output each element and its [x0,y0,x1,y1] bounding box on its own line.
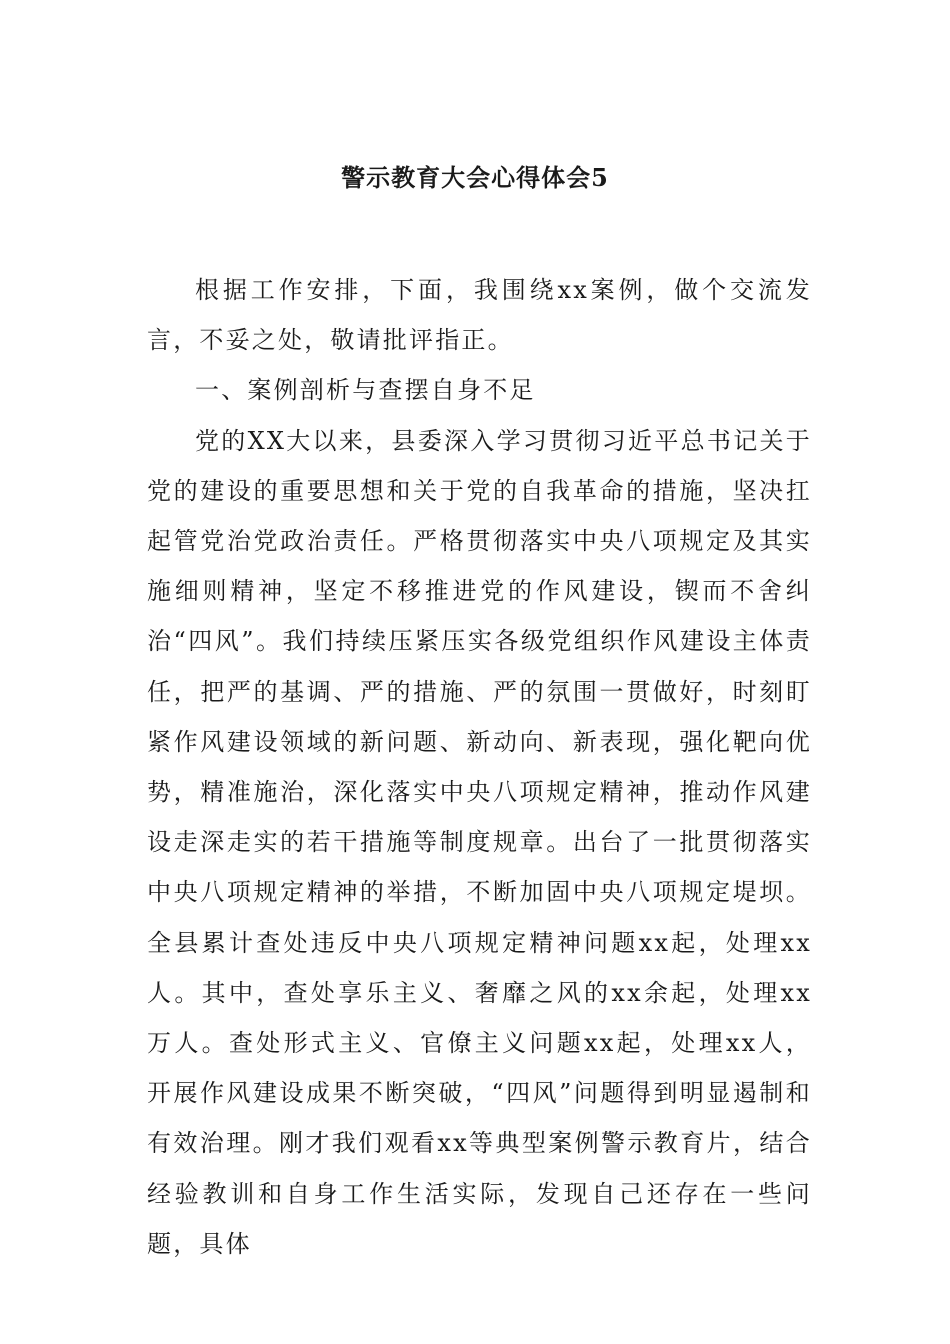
section-heading: 一、案例剖析与查摆自身不足 [195,376,536,405]
paragraph-main: 党的XX大以来，县委深入学习贯彻习近平总书记关于党的建设的重要思想和关于党的自我革命的措施，坚决扛起管党治党政治责任。严格贯彻落实中央八项规定及其实施细则精神，坚定不移推进党的作风建设，锲而不舍纠治“四风”。我们持续压紧压实各级党组织作风建设主体责任，把严的基调、严的措施、严的氛围一贯做好，时刻盯紧作风建设领域的新问题、新动向、新表现，强化靶向优势，精准施治，深化落实中央八项规定精神，推动作风建设走深走实的若干措施等制度规章。出台了一批贯彻落实中央八项规定精神的举措，不断加固中央八项规定堤坝。全县累计查处违反中央八项规定精神问题xx起，处理xx人。其中，查处享乐主义、奢靡之风的xx余起，处理xx万人。查处形式主义、官僚主义问题xx起，处理xx人，开展作风建设成果不断突破，“四风”问题得到明显遏制和有效治理。刚才我们观看xx等典型案例警示教育片，结合经验教训和自身工作生活实际，发现自己还存在一些问题，具体 [147,426,812,1258]
paragraph-intro: 根据工作安排，下面，我围绕xx案例，做个交流发言，不妥之处，敬请批评指正。 [147,276,812,355]
document-title: 警示教育大会心得体会5 [341,163,609,192]
document-body [147,265,812,1269]
